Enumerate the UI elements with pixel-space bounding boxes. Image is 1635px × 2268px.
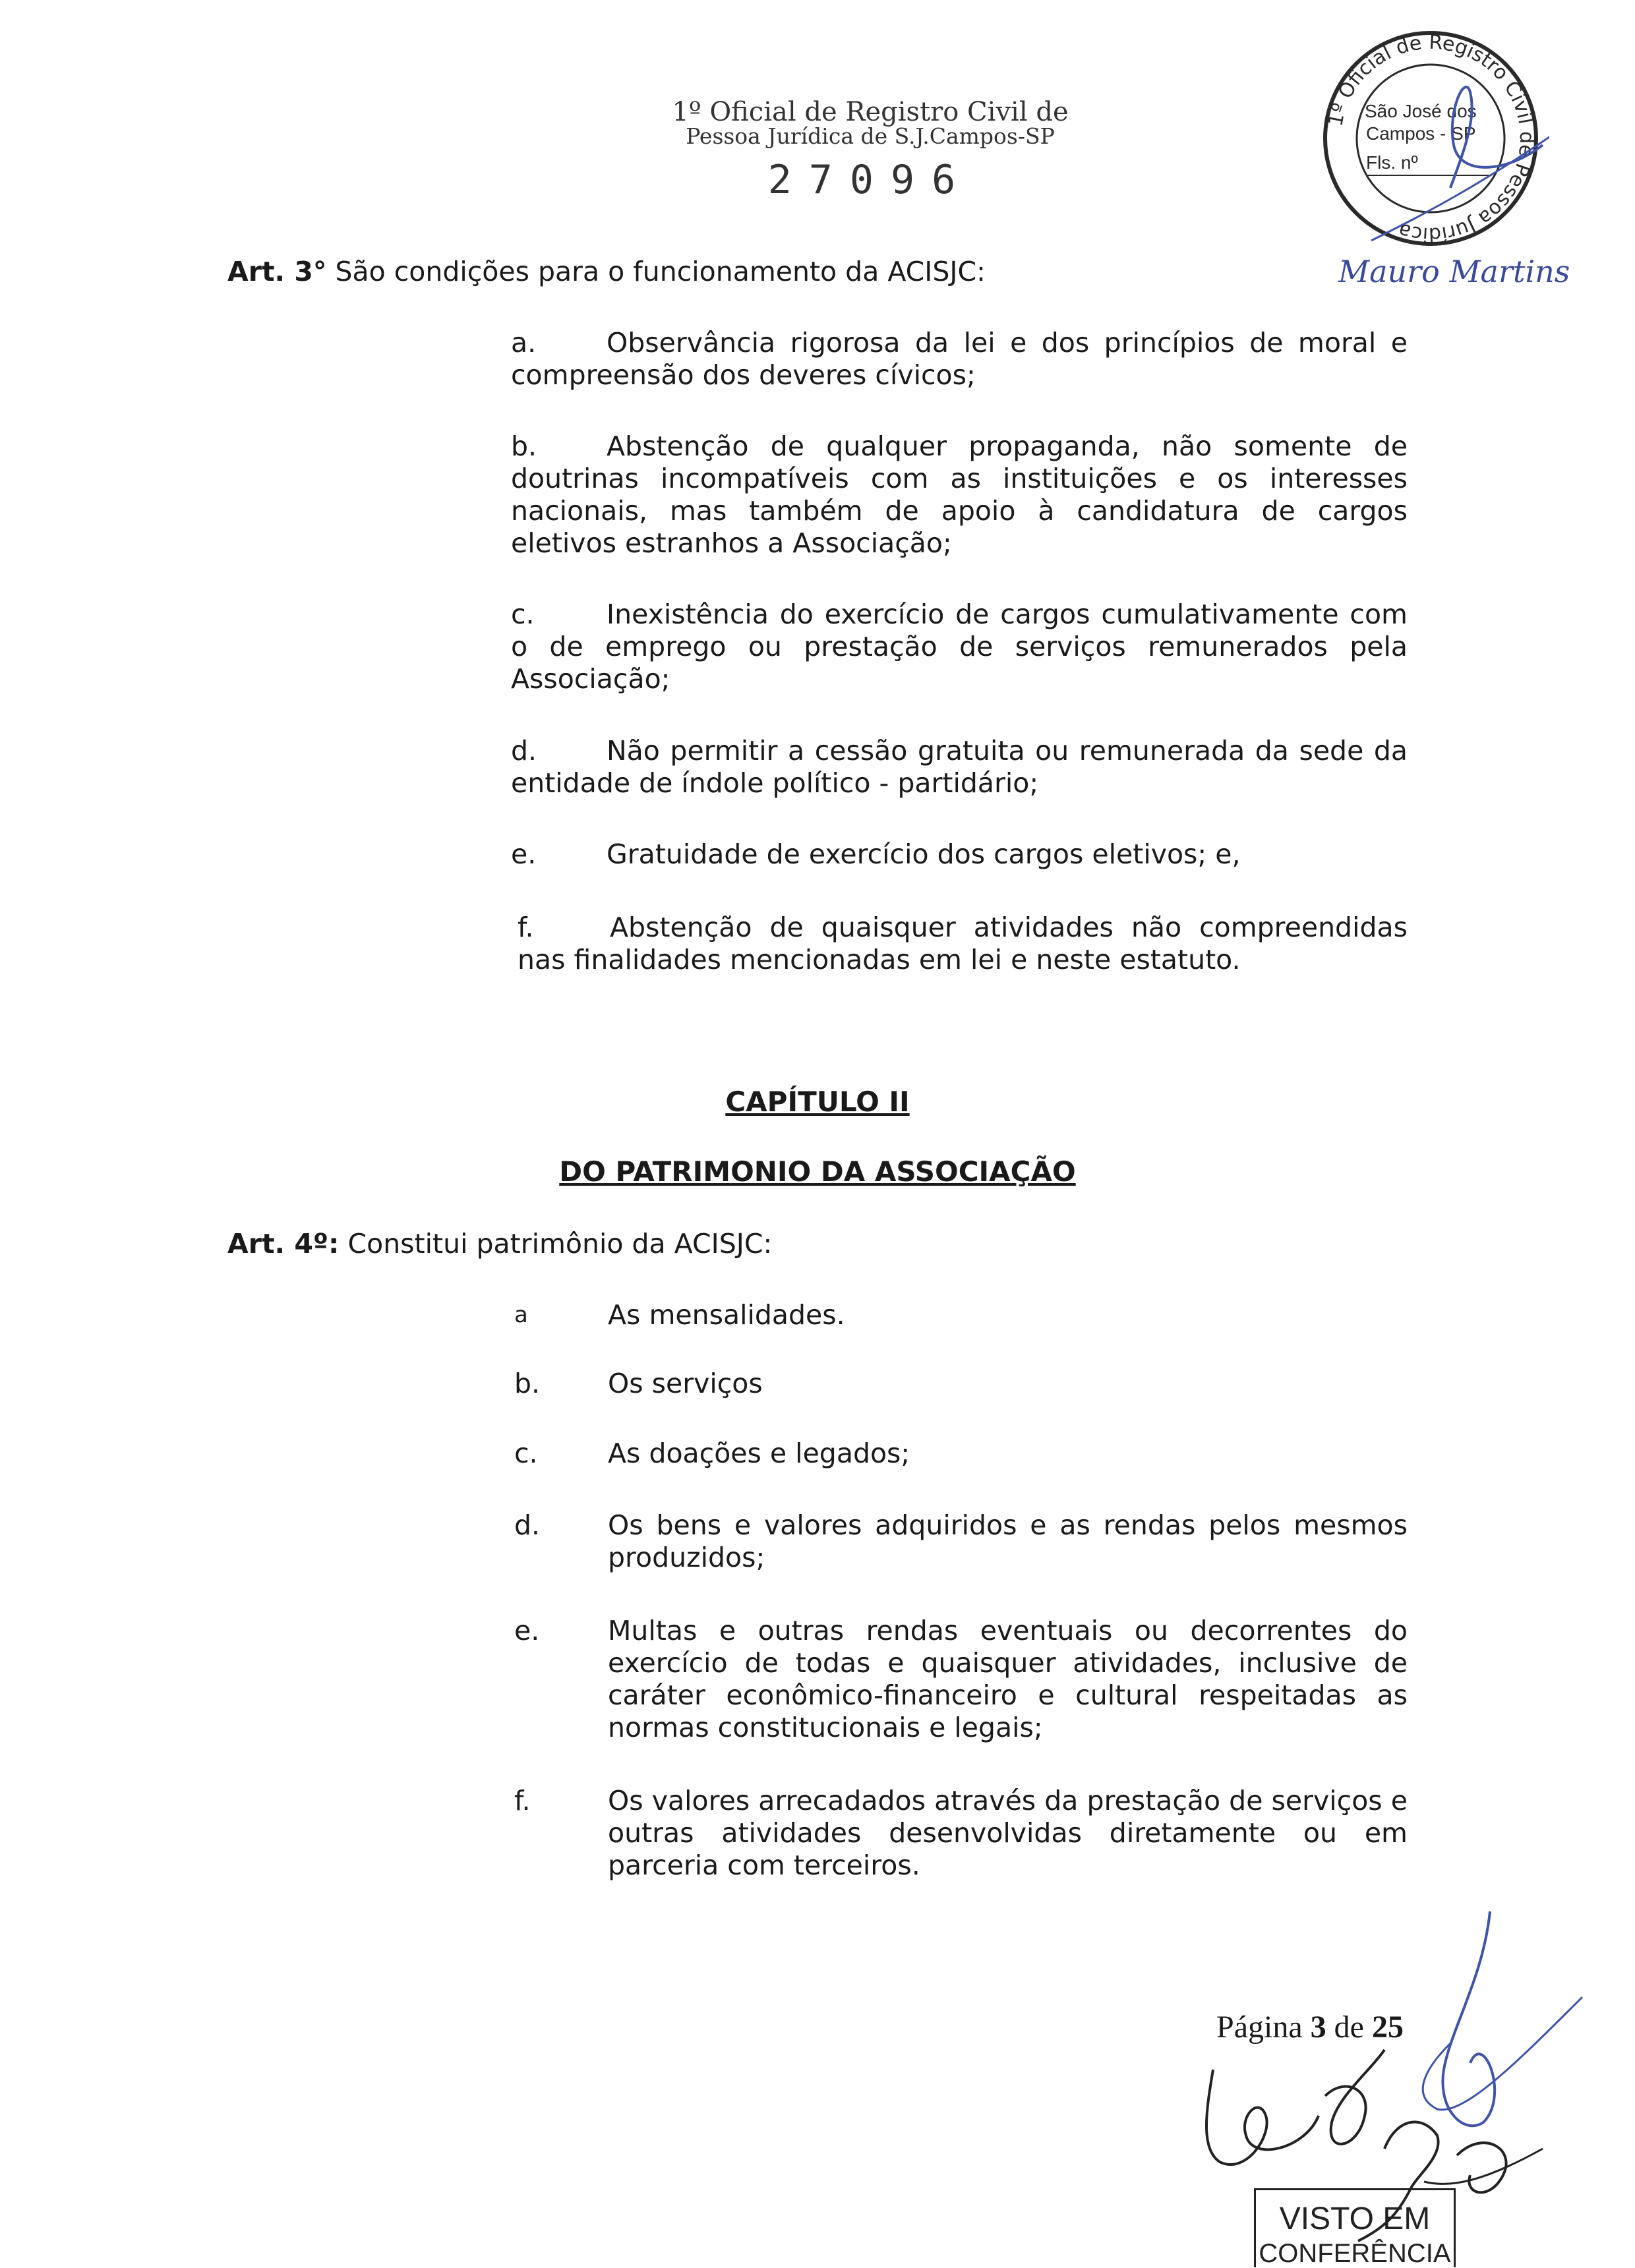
- art4-item-label: b.: [514, 1368, 541, 1399]
- visto-stamp: [1254, 2188, 1456, 2267]
- art4-item-b: [514, 1368, 1408, 1400]
- art4-item-d: [514, 1509, 1408, 1574]
- art3-item-c: [511, 598, 1408, 695]
- registry-line-1: 1º Oficial de Registro Civil de: [672, 97, 1069, 127]
- art4-item-text: As doações e legados;: [608, 1438, 910, 1469]
- art4-item-text: Multas e outras rendas eventuais ou decorrentes do exercício de todas e quaisquer atividades, inclusive de caráter econômico-financeiro e cultural respeitadas as normas constitucionais e legais;: [608, 1615, 1408, 1743]
- art3-item-d: [511, 735, 1408, 800]
- art4-item-text: Os bens e valores adquiridos e as rendas pelos mesmos produzidos;: [608, 1509, 1408, 1573]
- art3-item-text: Gratuidade de exercício dos cargos eletivos; e,: [607, 838, 1241, 870]
- registry-line-2: Pessoa Jurídica de S.J.Campos-SP: [686, 123, 1055, 149]
- visto-line-2: CONFERÊNCIA: [1259, 2239, 1451, 2268]
- art3-item-text: Observância rigorosa da lei e dos princípios de moral e compreensão dos deveres cívicos;: [511, 327, 1408, 391]
- seal-city: São José dos: [1365, 101, 1477, 121]
- seal-signature-name: Mauro Martins: [1338, 254, 1570, 289]
- chapter-title: CAPÍTULO II: [725, 1086, 910, 1118]
- art4-item-label: f.: [514, 1785, 531, 1817]
- art3-item-label: b.: [511, 430, 537, 462]
- art3-text: São condições para o funcionamento da ACISJC:: [326, 256, 986, 287]
- art3-item-label: c.: [511, 598, 535, 630]
- art3-item-label: a.: [511, 327, 537, 359]
- art3-label: Art. 3°: [227, 256, 327, 287]
- visto-line-1: VISTO EM: [1279, 2201, 1431, 2236]
- registry-seal: [1312, 20, 1549, 257]
- art4-item-a: [514, 1299, 1408, 1331]
- seal-fls: Fls. nº: [1366, 152, 1418, 173]
- seal-ring-text: 1º Oficial de Registro Civil de Pessoa Jurídica: [1324, 30, 1539, 247]
- art4-item-text: Os serviços: [608, 1368, 763, 1399]
- art3-item-text: Abstenção de quaisquer atividades não compreendidas nas finalidades mencionadas em lei e neste estatuto.: [518, 912, 1408, 975]
- art3-item-text: Inexistência do exercício de cargos cumulativamente com o de emprego ou prestação de serviços remunerados pela Associação;: [511, 598, 1408, 695]
- chapter-subtitle: DO PATRIMONIO DA ASSOCIAÇÃO: [559, 1155, 1076, 1188]
- art3-item-label: d.: [511, 735, 537, 767]
- art4-item-text: Os valores arrecadados através da prestação de serviços e outras atividades desenvolvidas diretamente ou em parceria com terceiros.: [608, 1785, 1408, 1881]
- art4-item-label: d.: [514, 1509, 541, 1541]
- art3-item-label: e.: [511, 838, 537, 870]
- art3-item-e: [511, 838, 1408, 871]
- art4-item-label: c.: [514, 1438, 538, 1469]
- art4-item-c: [514, 1438, 1408, 1470]
- art4-item-text: As mensalidades.: [608, 1299, 845, 1331]
- art4-label: Art. 4º:: [227, 1228, 340, 1260]
- art3-item-label: f.: [518, 912, 534, 943]
- art4-item-e: [514, 1615, 1408, 1744]
- art4-item-label: e.: [514, 1615, 540, 1646]
- art4-text: Constitui patrimônio da ACISJC:: [339, 1228, 773, 1260]
- seal-city-2: Campos - SP: [1366, 123, 1476, 144]
- art3-item-b: [511, 430, 1408, 560]
- art3-item-text: Abstenção de qualquer propaganda, não somente de doutrinas incompatíveis com as instituições e os interesses nacionais, mas também de apoio à candidatura de cargos eletivos estranhos a Associação;: [511, 430, 1408, 559]
- registry-number: 27096: [767, 157, 973, 203]
- art3-heading: [227, 256, 986, 288]
- art3-item-text: Não permitir a cessão gratuita ou remunerada da sede da entidade de índole político - partidário;: [511, 735, 1408, 799]
- art4-item-label: a: [514, 1302, 528, 1328]
- registry-stamp: [659, 99, 1081, 203]
- art3-item-f: [518, 912, 1408, 976]
- art4-heading: [227, 1228, 772, 1260]
- page-number: Página 3 de 25: [1216, 2010, 1404, 2045]
- art4-item-f: [514, 1785, 1408, 1882]
- art3-item-a: [511, 327, 1408, 392]
